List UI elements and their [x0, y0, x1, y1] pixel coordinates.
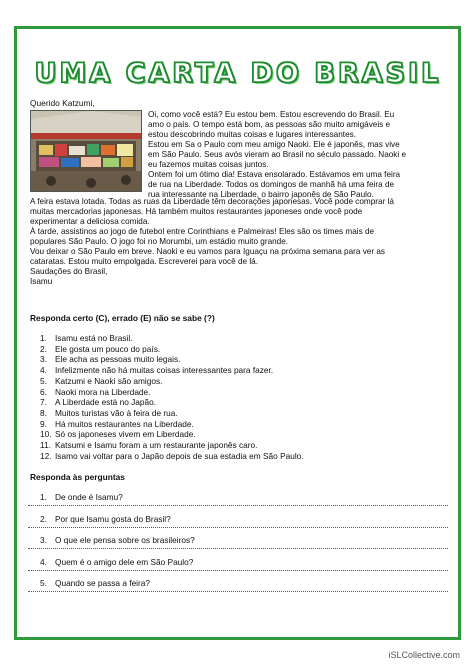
question-number: 2.	[40, 513, 47, 524]
item-number: 8.	[40, 407, 47, 418]
letter-line: em São Paulo. Seus avós vieram ao Brasil no século passado. Naoki e	[148, 150, 407, 160]
question-number: 1.	[40, 492, 47, 502]
list-item	[40, 365, 304, 376]
letter-line: Ontem foi um ótimo dia! Estava ensolarado. Estávamos em uma feira	[148, 170, 401, 180]
answer-line[interactable]	[28, 570, 448, 571]
list-item	[40, 451, 304, 462]
market-stall-photo	[30, 110, 142, 192]
letter-line: amo o país. O tempo está bom, as pessoas são muito amigáveis e	[148, 120, 391, 130]
letter-body-full	[30, 197, 394, 287]
question-item	[40, 535, 448, 557]
question-text: Quando se passa a feira?	[55, 578, 151, 588]
list-item	[40, 354, 304, 365]
list-item	[40, 440, 304, 451]
question-item	[40, 578, 448, 600]
answer-line[interactable]	[28, 548, 448, 549]
item-number: 6.	[40, 386, 47, 397]
item-text: Isamu está no Brasil.	[55, 333, 133, 343]
item-text: Katsumi e Isamu foram a um restaurante japonês caro.	[55, 440, 258, 451]
letter-line: Vou deixar o São Paulo em breve. Naoki e eu vamos para Iguaçu na próxima semana para ver as	[30, 247, 385, 257]
questions-list	[40, 492, 448, 600]
item-text: Isamo vai voltar para o Japão depois de sua estadia em São Paulo.	[55, 450, 304, 461]
letter-line: populares São Paulo. O jogo foi no Morumbi, um estádio muito grande.	[30, 237, 289, 247]
item-number: 10.	[40, 429, 52, 440]
list-item	[40, 429, 304, 440]
item-number: 12.	[40, 450, 52, 461]
letter-body-right	[148, 110, 406, 200]
question-number: 5.	[40, 578, 47, 588]
letter-line: A feira estava lotada. Todas as ruas da Liberdade têm decorações japonesas. Você pode comprar lá	[30, 197, 394, 206]
letter-line: Estou em Sa o Paulo com meu amigo Naoki. Ele é japonês, mas vive	[148, 140, 400, 150]
item-text: Há muitos restaurantes na Liberdade.	[55, 418, 194, 429]
list-item	[40, 376, 304, 387]
item-text: A Liberdade está no Japão.	[55, 397, 157, 408]
question-item	[40, 514, 448, 536]
letter-line: À tarde, assistinos ao jogo de futebol entre Corinthians e Palmeiras! Eles são os times mais de	[30, 227, 375, 237]
page-title: UMA CARTA DO BRASIL	[34, 58, 442, 89]
list-item	[40, 397, 304, 408]
true-false-list	[40, 333, 304, 461]
question-text: O que ele pensa sobre os brasileiros?	[55, 535, 195, 545]
letter-signature: Isamu	[30, 277, 53, 287]
letter-line: cataratas. Estou muito empolgada. Escreverei para você de lá.	[30, 257, 259, 267]
letter-line: experimentar a deliciosa comida.	[30, 217, 150, 227]
letter-salutation: Querido Katzumi,	[30, 98, 95, 108]
list-item	[40, 387, 304, 398]
item-text: Naoki mora na Liberdade.	[55, 386, 151, 397]
item-number: 9.	[40, 418, 47, 429]
item-number: 7.	[40, 397, 47, 408]
list-item	[40, 333, 304, 344]
item-text: Ele gosta um pouco do país.	[55, 343, 161, 354]
question-number: 4.	[40, 556, 47, 567]
item-text: Ele acha as pessoas muito legais.	[55, 354, 181, 365]
item-number: 4.	[40, 365, 47, 376]
letter-line: de rua na Liberdade. Todos os domingos de manhã há uma feira de	[148, 180, 395, 190]
item-text: Infelizmente não há muitas coisas interessantes para fazer.	[55, 365, 274, 376]
item-text: Só os japoneses vivem em Liberdade.	[55, 429, 196, 440]
question-text: De onde é Isamu?	[55, 492, 123, 502]
item-number: 2.	[40, 343, 47, 354]
photo-illustration	[31, 111, 142, 192]
item-text: Muitos turistas vão à feira de rua.	[55, 407, 178, 418]
item-text: Katzumi e Naoki são amigos.	[55, 375, 163, 386]
item-number: 5.	[40, 375, 47, 386]
item-number: 11.	[40, 440, 51, 451]
letter-line: Oi, como você está? Eu estou bem. Estou escrevendo do Brasil. Eu	[148, 110, 395, 119]
answer-line[interactable]	[28, 505, 448, 506]
letter-line: estou descobrindo muitas coisas e lugares interessantes.	[148, 130, 356, 140]
question-text: Por que Isamu gosta do Brasil?	[55, 513, 171, 524]
question-item	[40, 492, 448, 514]
list-item	[40, 419, 304, 430]
question-item	[40, 557, 448, 579]
item-number: 3.	[40, 354, 47, 365]
letter-signoff: Saudações do Brasil,	[30, 267, 108, 277]
letter-line: muitas mercadorias japonesas. Há também muitos restaurantes japoneses onde você pode	[30, 207, 363, 217]
question-number: 3.	[40, 535, 47, 545]
answer-line[interactable]	[28, 591, 448, 592]
question-text: Quem é o amigo dele em São Paulo?	[55, 556, 194, 567]
item-number: 1.	[40, 333, 47, 343]
letter-line: rua interessante na Liberdade, o bairro japonês de São Paulo.	[148, 190, 374, 200]
true-false-heading: Responda certo (C), errado (E) não se sabe (?)	[30, 313, 215, 323]
list-item	[40, 408, 304, 419]
answer-line[interactable]	[28, 527, 448, 528]
footer-watermark: iSLCollective.com	[388, 650, 460, 660]
letter-line: eu fazemos muitas coisas juntos.	[148, 160, 269, 170]
list-item	[40, 344, 304, 355]
questions-heading: Responda às perguntas	[30, 472, 125, 482]
